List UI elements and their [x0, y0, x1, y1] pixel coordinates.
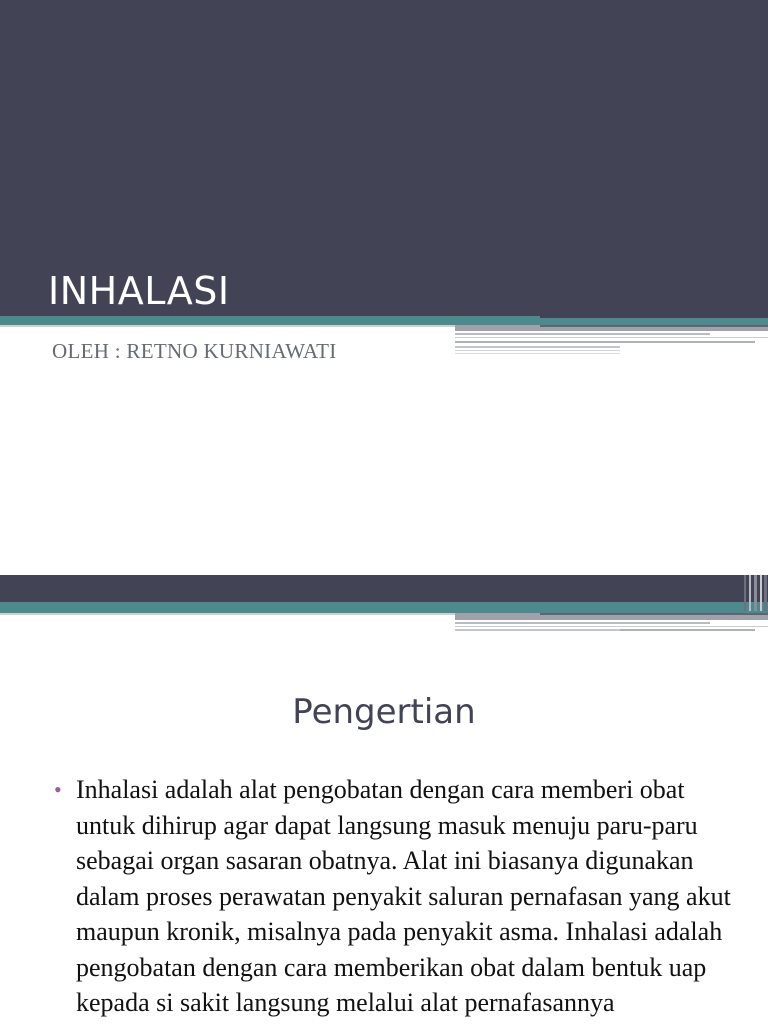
- decorative-stripes: [0, 575, 768, 635]
- slide-title: INHALASI: [48, 269, 230, 313]
- content-slide: [0, 575, 768, 1024]
- slide-heading: Pengertian: [292, 692, 476, 732]
- list-item: [52, 772, 742, 1021]
- bullet-icon: •: [54, 777, 62, 802]
- bullet-list: [52, 772, 742, 1021]
- bullet-text: Inhalasi adalah alat pengobatan dengan cara memberi obat untuk dihirup agar dapat langsung masuk menuju paru-paru sebagai organ sasaran obatnya. Alat ini biasanya digunakan dalam proses perawatan penyakit saluran pernafasan yang akut maupun kronik, misalnya pada penyakit asma. Inhalasi adalah pengobatan dengan cara memberikan obat dalam bentuk uap kepada si sakit langsung melalui alat pernafasannya: [76, 775, 731, 1017]
- slide-subtitle: OLEH : RETNO KURNIAWATI: [52, 339, 337, 363]
